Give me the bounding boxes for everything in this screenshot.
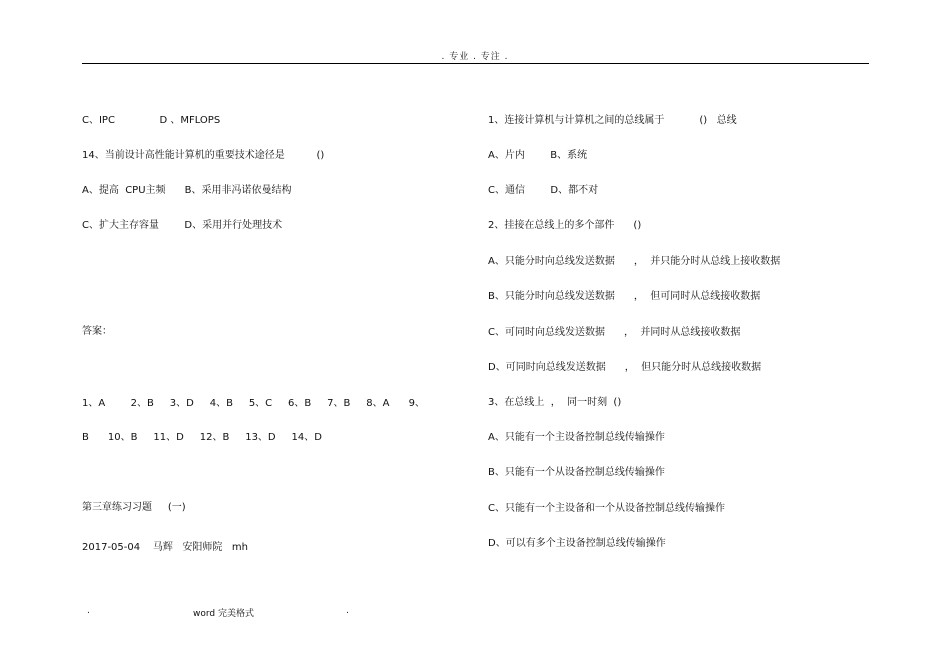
right-line-2: A、片内 B、系统 — [488, 150, 588, 161]
left-line-3: A、提高 CPU主频 B、采用非冯诺依曼结构 — [82, 185, 292, 196]
right-line-6: B、只能分时向总线发送数据 ， 但可同时从总线接收数据 — [488, 291, 761, 302]
left-line-2: 14、当前设计高性能计算机的重要技术途径是 () — [82, 150, 325, 161]
left-line-8: 第三章练习习题 (一) — [82, 502, 186, 513]
left-line-1: C、IPC D 、MFLOPS — [82, 115, 221, 126]
left-line-9: 2017-05-04 马辉 安阳师院 mh — [82, 542, 248, 553]
footer-text: word 完美格式 — [193, 609, 254, 619]
right-line-4: 2、挂接在总线上的多个部件 () — [488, 220, 642, 231]
header-divider — [82, 63, 869, 64]
right-line-10: A、只能有一个主设备控制总线传输操作 — [488, 432, 665, 443]
footer-right-dot: . — [346, 606, 349, 616]
right-line-12: C、只能有一个主设备和一个从设备控制总线传输操作 — [488, 503, 725, 514]
right-line-13: D、可以有多个主设备控制总线传输操作 — [488, 538, 666, 549]
right-line-8: D、可同时向总线发送数据 ， 但只能分时从总线接收数据 — [488, 362, 762, 373]
footer-left-dot: . — [87, 606, 90, 616]
right-line-1: 1、连接计算机与计算机之间的总线属于 () 总线 — [488, 115, 737, 126]
left-line-7: B 10、B 11、D 12、B 13、D 14、D — [82, 432, 322, 443]
right-line-7: C、可同时向总线发送数据 ， 并同时从总线接收数据 — [488, 327, 741, 338]
right-line-3: C、通信 D、都不对 — [488, 185, 599, 196]
right-line-11: B、只能有一个从设备控制总线传输操作 — [488, 467, 665, 478]
right-line-9: 3、在总线上 ， 同一时刻 () — [488, 397, 622, 408]
right-line-5: A、只能分时向总线发送数据 ， 并只能分时从总线上接收数据 — [488, 256, 781, 267]
left-line-6: 1、A 2、B 3、D 4、B 5、C 6、B 7、B 8、A 9、 — [82, 398, 425, 409]
header-text: . 专业 . 专注 . — [441, 52, 509, 62]
left-line-4: C、扩大主存容量 D、采用并行处理技术 — [82, 220, 283, 231]
left-line-5: 答案： — [82, 326, 112, 337]
